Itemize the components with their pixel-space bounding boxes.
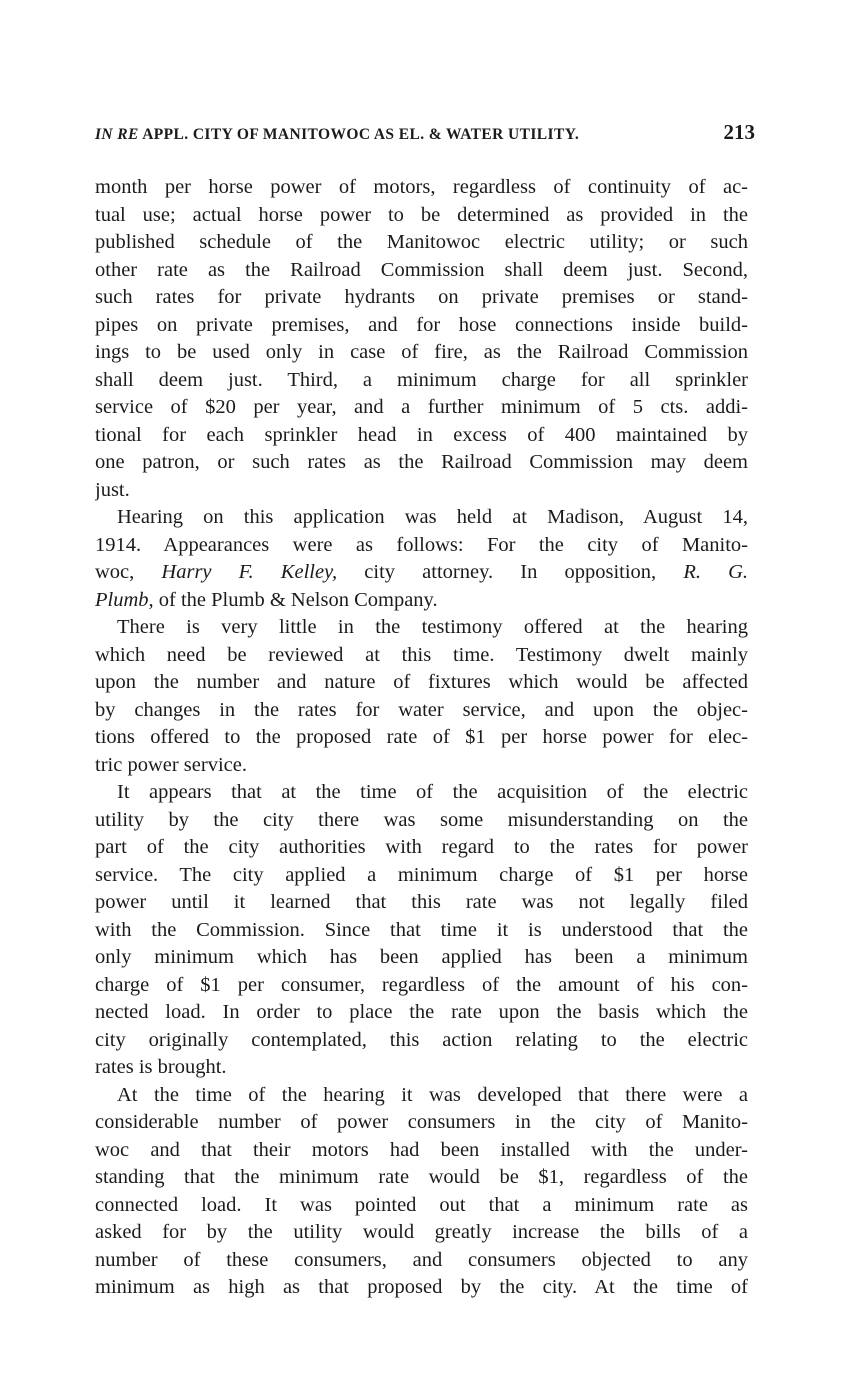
page-number: 213	[723, 120, 755, 144]
text-line: woc and that their motors had been installed with the under-	[95, 1138, 748, 1161]
text-line	[95, 559, 748, 587]
text-line: city originally contemplated, this action relating to the electric	[95, 1028, 748, 1051]
text-line: It appears that at the time of the acquisition of the electric	[117, 781, 748, 803]
paragraph-3	[95, 614, 748, 779]
text-line: At the time of the hearing it was developed that there were a	[117, 1083, 748, 1106]
page-body	[95, 174, 748, 1302]
text-line: only minimum which has been applied has been a minimum	[95, 946, 748, 968]
text-line: utility by the city there was some misunderstanding on the	[95, 808, 748, 831]
text-line: tional for each sprinkler head in excess of 400 maintained by	[95, 423, 748, 446]
text-line: such rates for private hydrants on private premises or stand-	[95, 286, 748, 308]
text-line: rates is brought.	[95, 1056, 227, 1078]
text-line: power until it learned that this rate was not legally filed	[95, 891, 748, 913]
paragraph-5	[95, 1082, 748, 1302]
text-line: month per horse power of motors, regardless of continuity of ac-	[95, 176, 748, 198]
text-line: standing that the minimum rate would be $1, regardless of the	[95, 1166, 748, 1188]
text-line: 1914. Appearances were as follows: For the city of Manito-	[95, 533, 748, 556]
text-line: shall deem just. Third, a minimum charge for all sprinkler	[95, 368, 748, 391]
text-line: tions offered to the proposed rate of $1 per horse power for elec-	[95, 726, 748, 748]
text-line: tric power service.	[95, 753, 247, 776]
text-line: number of these consumers, and consumers objected to any	[95, 1248, 748, 1271]
text-line: There is very little in the testimony offered at the hearing	[117, 616, 748, 638]
running-title	[95, 126, 579, 144]
attorney-name: Harry F. Kelley,	[161, 561, 338, 583]
text-line: connected load. It was pointed out that a minimum rate as	[95, 1193, 748, 1216]
text-line: just.	[95, 478, 130, 501]
text-line: asked for by the utility would greatly increase the bills of a	[95, 1221, 748, 1243]
text-line: with the Commission. Since that time it is understood that the	[95, 918, 748, 941]
text-line: upon the number and nature of fixtures which would be affected	[95, 671, 748, 693]
text-span: woc,	[95, 561, 162, 583]
running-title-italic: IN RE	[95, 126, 139, 143]
text-line: tual use; actual horse power to be determined as provided in the	[95, 203, 748, 226]
text-line: nected load. In order to place the rate upon the basis which the	[95, 1001, 748, 1023]
text-line: ings to be used only in case of fire, as the Railroad Commission	[95, 341, 748, 363]
text-line: one patron, or such rates as the Railroad Commission may deem	[95, 451, 748, 473]
opponent-name: Plumb,	[95, 588, 154, 611]
text-line: service of $20 per year, and a further minimum of 5 cts. addi-	[95, 396, 748, 418]
text-line: minimum as high as that proposed by the city. At the time of	[95, 1276, 748, 1298]
running-title-text: APPL. CITY OF MANITOWOC AS EL. & WATER UTILITY.	[142, 126, 580, 143]
text-line: pipes on private premises, and for hose connections inside build-	[95, 313, 748, 336]
opponent-name: R. G.	[683, 561, 748, 583]
text-line: Hearing on this application was held at Madison, August 14,	[117, 506, 748, 528]
text-line: which need be reviewed at this time. Testimony dwelt mainly	[95, 643, 748, 666]
text-line: charge of $1 per consumer, regardless of the amount of his con-	[95, 973, 748, 996]
running-header	[95, 120, 755, 145]
paragraph-2	[95, 504, 748, 614]
text-line: considerable number of power consumers in the city of Manito-	[95, 1111, 748, 1133]
text-line: by changes in the rates for water service, and upon the objec-	[95, 698, 748, 721]
text-line: other rate as the Railroad Commission shall deem just. Second,	[95, 258, 748, 281]
paragraph-4	[95, 779, 748, 1082]
text-line: part of the city authorities with regard to the rates for power	[95, 836, 748, 858]
text-line: published schedule of the Manitowoc electric utility; or such	[95, 231, 748, 253]
text-line	[95, 587, 748, 615]
text-span: of the Plumb & Nelson Company.	[153, 588, 438, 611]
text-line: service. The city applied a minimum charge of $1 per horse	[95, 863, 748, 886]
text-span: city attorney. In opposition,	[337, 561, 684, 583]
paragraph-1	[95, 174, 748, 504]
